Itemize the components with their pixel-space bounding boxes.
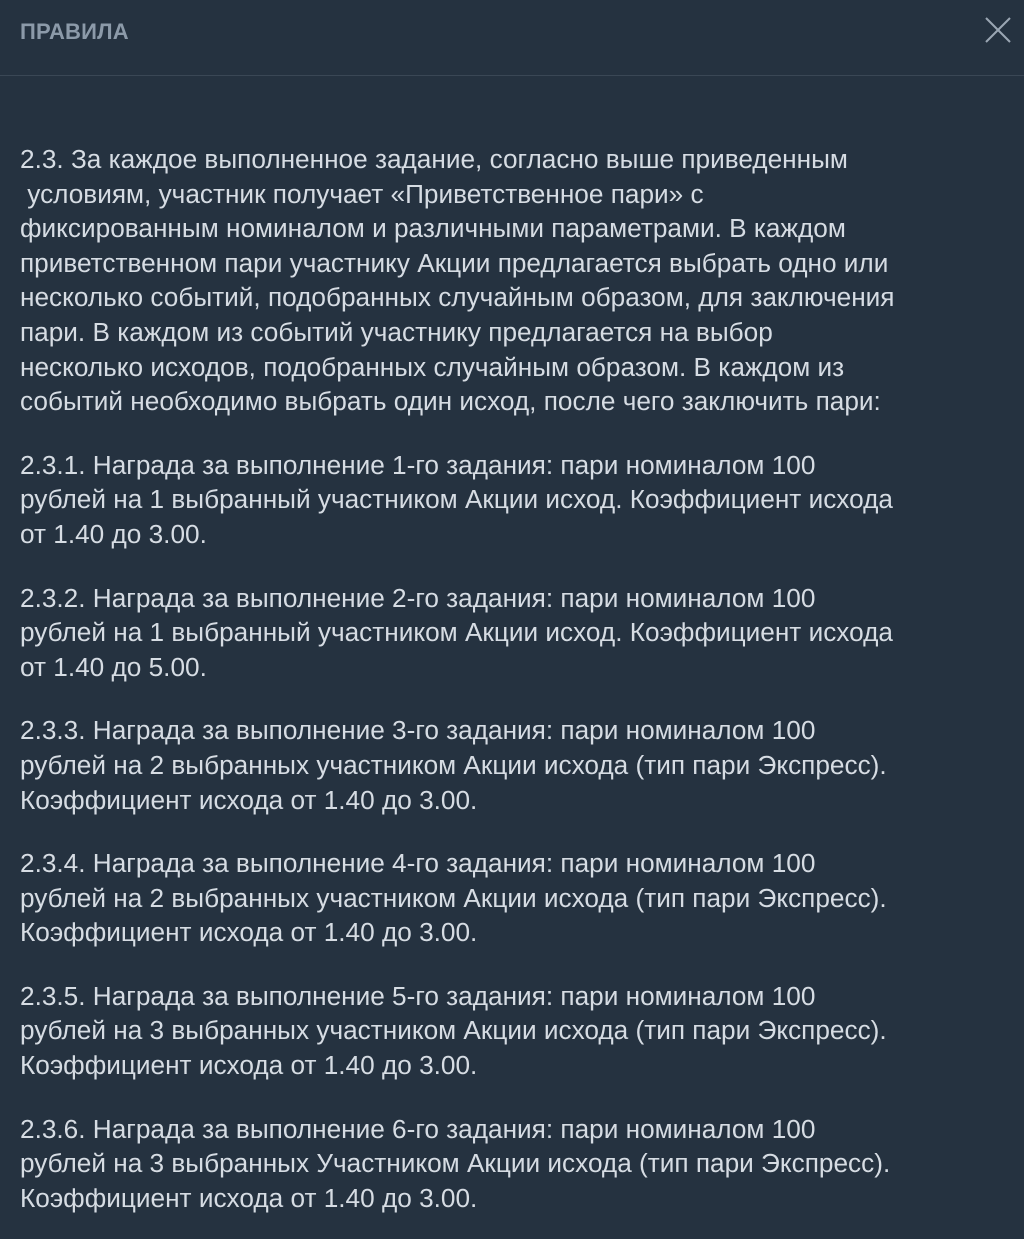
- rule-line: 2.3.3. Награда за выполнение 3-го задания: пари номиналом 100: [20, 715, 816, 746]
- close-icon: [982, 14, 1014, 46]
- rule-paragraph-2-3-5: [20, 979, 1004, 1083]
- rule-line: 2.3.6. Награда за выполнение 6-го задания: пари номиналом 100: [20, 1113, 816, 1144]
- rule-line: рублей на 2 выбранных участником Акции исхода (тип пари Экспресс).: [20, 882, 887, 913]
- rule-paragraph-2-3-1: [20, 448, 1004, 552]
- rule-line: рублей на 3 выбранных участником Акции исхода (тип пари Экспресс).: [20, 1015, 887, 1046]
- modal-title: ПРАВИЛА: [20, 19, 129, 44]
- rule-line: 2.3.2. Награда за выполнение 2-го задания: пари номиналом 100: [20, 582, 816, 613]
- rule-line: приветственном пари участнику Акции предлагается выбрать одно или: [20, 247, 889, 278]
- rule-line: фиксированным номиналом и различными параметрами. В каждом: [20, 213, 846, 244]
- rule-paragraph-2-3-4: [20, 846, 1004, 950]
- rule-paragraph-2-3: [20, 142, 1004, 419]
- rule-line: от 1.40 до 3.00.: [20, 518, 207, 549]
- rule-line: несколько исходов, подобранных случайным образом. В каждом из: [20, 351, 845, 382]
- rule-line: 2.3. За каждое выполненное задание, согласно выше приведенным: [20, 144, 848, 174]
- rule-line: Коэффициент исхода от 1.40 до 3.00.: [20, 917, 478, 948]
- close-button[interactable]: [982, 14, 1014, 46]
- rule-paragraph-2-3-2: [20, 581, 1004, 685]
- rule-line: условиям, участник получает «Приветственное пари» с: [20, 178, 704, 209]
- rule-line: 2.3.4. Награда за выполнение 4-го задания: пари номиналом 100: [20, 848, 816, 879]
- rule-paragraph-2-3-3: [20, 713, 1004, 817]
- modal-header: [0, 0, 1024, 76]
- rule-line: событий необходимо выбрать один исход, после чего заключить пари:: [20, 386, 881, 417]
- rule-line: несколько событий, подобранных случайным образом, для заключения: [20, 282, 895, 313]
- rule-line: пари. В каждом из событий участнику предлагается на выбор: [20, 316, 773, 347]
- rule-line: от 1.40 до 5.00.: [20, 651, 207, 682]
- rule-line: рублей на 1 выбранный участником Акции исход. Коэффициент исхода: [20, 484, 893, 515]
- rule-line: 2.3.5. Награда за выполнение 5-го задания: пари номиналом 100: [20, 980, 816, 1011]
- rule-line: Коэффициент исхода от 1.40 до 3.00.: [20, 1050, 478, 1081]
- rule-line: рублей на 3 выбранных Участником Акции исхода (тип пари Экспресс).: [20, 1148, 891, 1179]
- rule-paragraph-2-3-6: [20, 1112, 1004, 1216]
- rule-line: Коэффициент исхода от 1.40 до 3.00.: [20, 784, 478, 815]
- rule-line: рублей на 2 выбранных участником Акции исхода (тип пари Экспресс).: [20, 749, 887, 780]
- rules-content: [0, 76, 1024, 1215]
- rule-line: 2.3.1. Награда за выполнение 1-го задания: пари номиналом 100: [20, 449, 816, 480]
- rule-line: Коэффициент исхода от 1.40 до 3.00.: [20, 1182, 478, 1213]
- rule-line: рублей на 1 выбранный участником Акции исход. Коэффициент исхода: [20, 617, 893, 648]
